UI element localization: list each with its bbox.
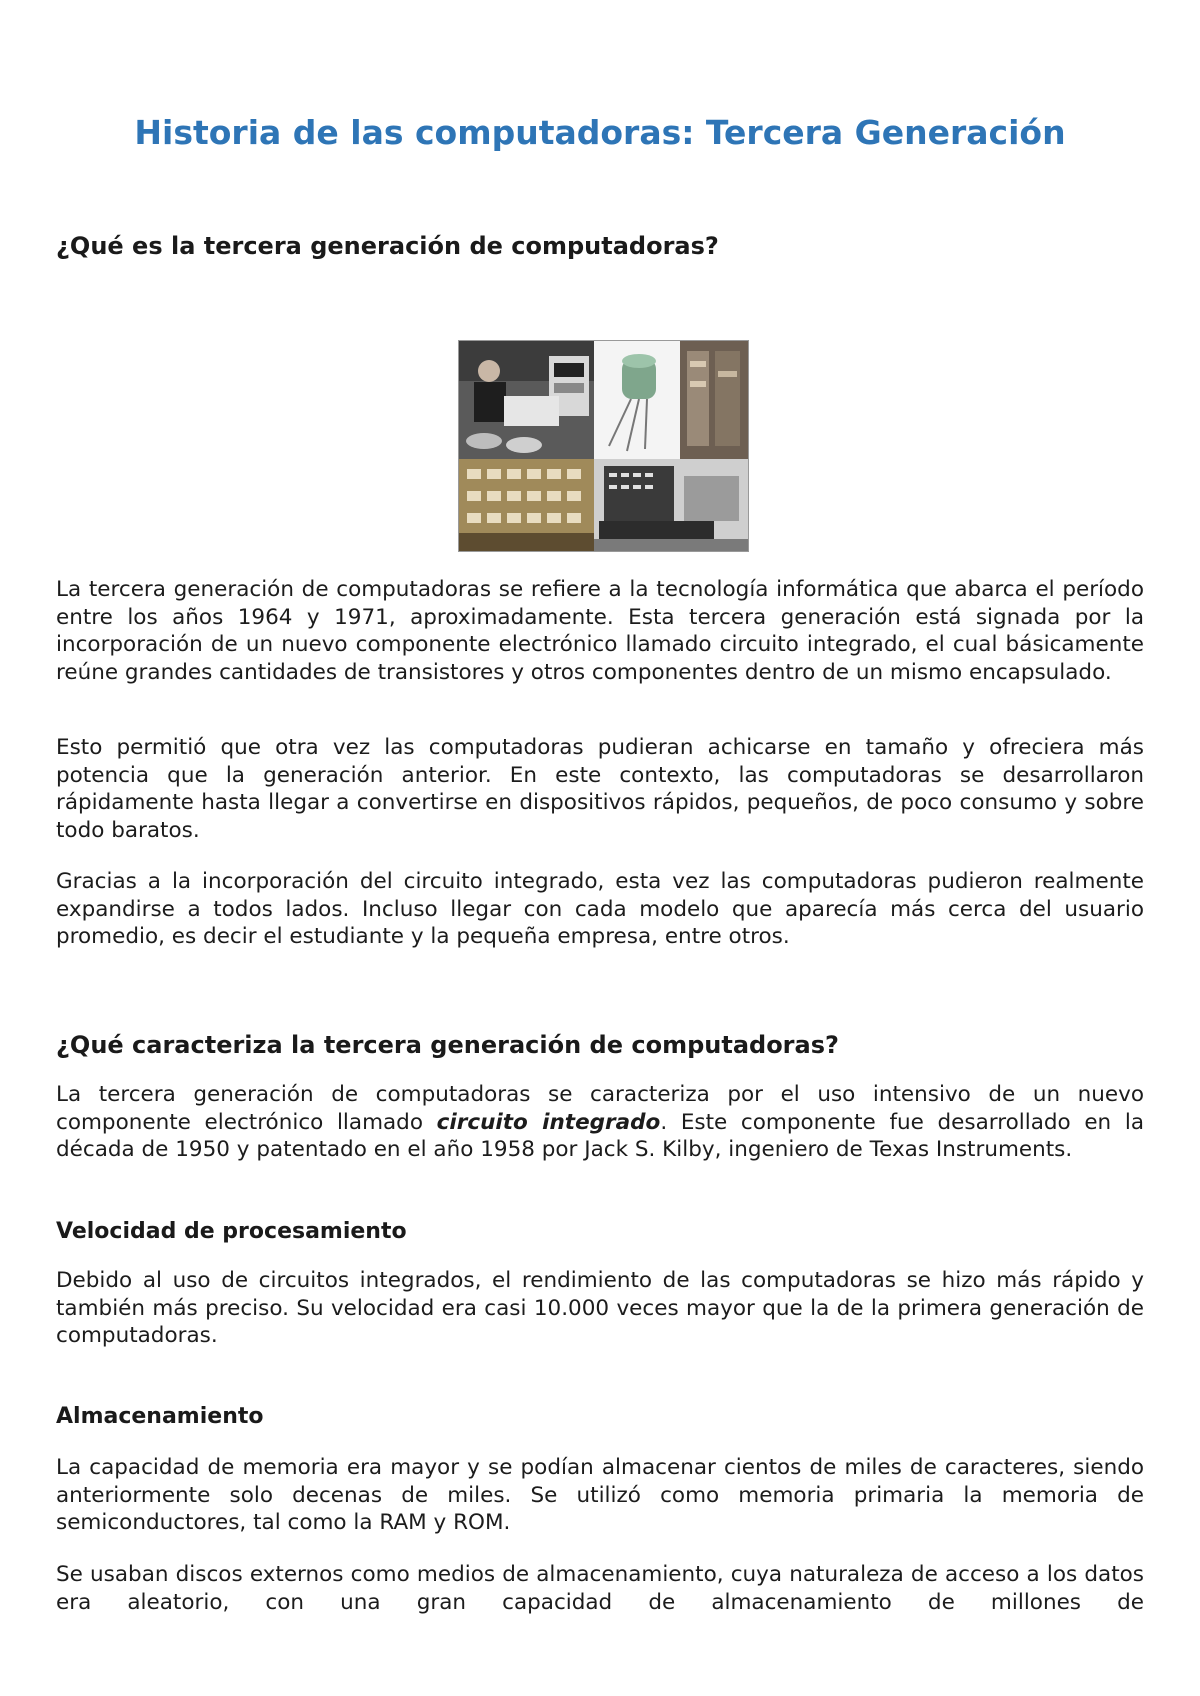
intro-text-before: La tercera generación de computadoras se caracteriza por el uso intensivo de un nuevo componente electrónico llamado	[56, 1082, 1144, 1135]
paragraph-storage-1: La capacidad de memoria era mayor y se podían almacenar cientos de miles de caracteres, siendo anteriormente solo decenas de miles. Se utilizó como memoria primaria la memoria de semiconductores, tal como la RAM y ROM.	[56, 1455, 1144, 1535]
integrated-circuit-emphasis: circuito integrado	[436, 1109, 661, 1135]
paragraph-what-is-1: La tercera generación de computadoras se refiere a la tecnología informática que abarca el período entre los años 1964 y 1971, aproximadamente. Esta tercera generación está signada por la incorporación de un nuevo componente electrónico llamado circuito integrado, el cual básicamente reúne grandes cantidades de transistores y otros componentes dentro de un mismo encapsulado.	[56, 577, 1144, 685]
section-heading-characteristics: ¿Qué caracteriza la tercera generación de computadoras?	[56, 1031, 839, 1059]
paragraph-characteristics	[56, 1081, 1144, 1164]
third-generation-collage-image	[458, 340, 749, 552]
paragraph-what-is-2: Esto permitió que otra vez las computadoras pudieran achicarse en tamaño y ofreciera más potencia que la generación anterior. En este contexto, las computadoras se desarrollaron rápidamente hasta llegar a convertirse en dispositivos rápidos, pequeños, de poco consumo y sobre todo baratos.	[56, 735, 1144, 843]
section-heading-what-is: ¿Qué es la tercera generación de computadoras?	[56, 232, 719, 260]
paragraph-what-is-3: Gracias a la incorporación del circuito integrado, esta vez las computadoras pudieron realmente expandirse a todos lados. Incluso llegar con cada modelo que aparecía más cerca del usuario promedio, es decir el estudiante y la pequeña empresa, entre otros.	[56, 869, 1144, 949]
page-title: Historia de las computadoras: Tercera Generación	[134, 113, 1066, 152]
section-heading-speed: Velocidad de procesamiento	[56, 1219, 407, 1244]
paragraph-storage-2: Se usaban discos externos como medios de almacenamiento, cuya naturaleza de acceso a los datos era aleatorio, con una gran capacidad de almacenamiento de millones de	[56, 1562, 1144, 1615]
intro-text-after: . Este componente fue desarrollado en la década de 1950 y patentado en el año 1958 por Jack S. Kilby, ingeniero de Texas Instruments.	[56, 1109, 1144, 1162]
section-heading-storage: Almacenamiento	[56, 1404, 264, 1429]
paragraph-speed: Debido al uso de circuitos integrados, el rendimiento de las computadoras se hizo más rápido y también más preciso. Su velocidad era casi 10.000 veces mayor que la de la primera generación de computadoras.	[56, 1268, 1144, 1348]
